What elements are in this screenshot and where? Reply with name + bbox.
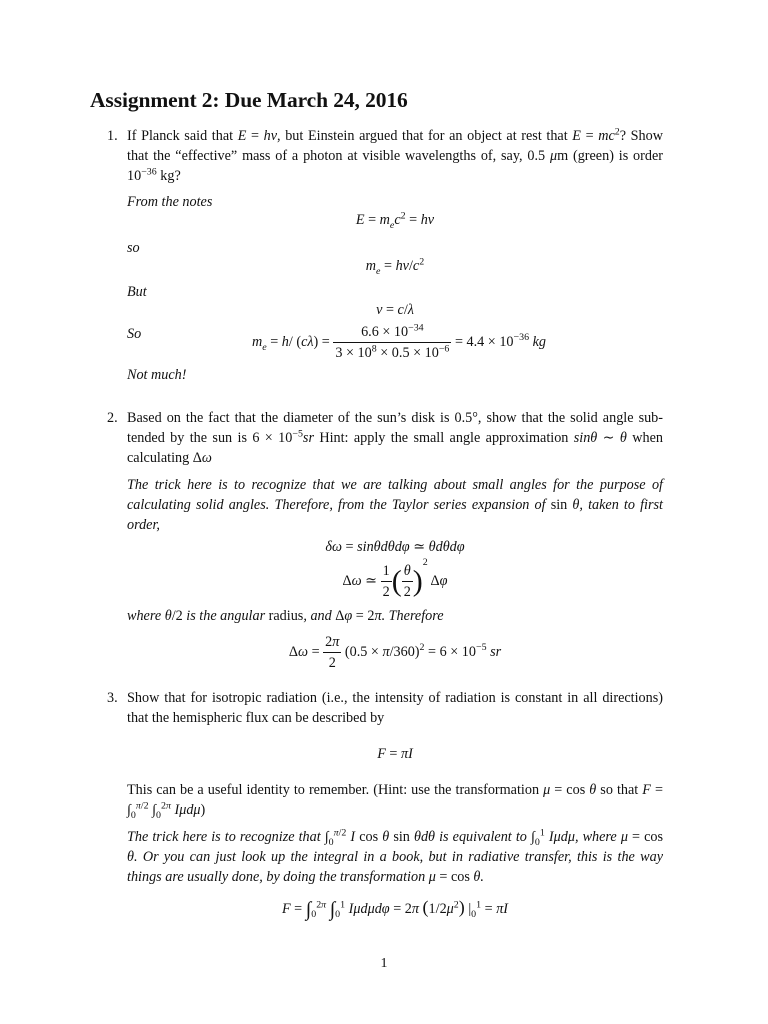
problem-2-solution-text: The trick here is to recognize that we are talking about small angles for the purpose of calculating solid angles. Therefore, from the Taylor series expansion of sin θ, taken to first order,: [127, 477, 663, 533]
solution-label: So: [127, 326, 142, 342]
equation: $m_e = h\nu/c^2$: [365, 256, 425, 277]
problem-3-statement: Show that for isotropic radiation (i.e., the intensity of radiation is constant in all directions) that the hemispheric flux can be described by: [127, 690, 663, 726]
problem-number: 3.: [107, 690, 118, 706]
page-number: 1: [380, 956, 388, 971]
equation: Δω = $\frac{2\pi}{2}$ $(0.5 \times \pi/360)^2 = 6 \times 10^{-5}$ sr: [288, 634, 502, 671]
solution-label: so: [127, 240, 140, 256]
problem-number: 2.: [107, 410, 118, 426]
equation: ν = c/λ: [376, 302, 414, 318]
equation: F = πI: [377, 746, 413, 762]
equation: $m_e = h/$ (cλ) = $\frac{6.6 \times 10^{-34}}{3 \times 10^8 \times 0.5 \times 10^{-6}}$ = $4.4 \times 10^{-36}$ kg: [251, 322, 546, 361]
problem-2-solution-text: where θ/2 is the angular radius, and Δφ = 2π. Therefore: [127, 608, 444, 624]
equation: Δω ≃ $\frac{1}{2}$ ( $\frac{\theta}{2}$ )$^2$ Δφ: [342, 557, 448, 600]
problem-1: [107, 126, 663, 385]
problem-3-solution-text: The trick here is to recognize that $\int_0^{\pi/2}$ I cos θ sin θdθ is equivalent to $\int_0^1$ Iμdμ, where μ = cos θ. Or you can just look up the integral in a book, but in radiative transfer, this is the way things are usually done, by doing the transformation μ = cos θ.: [127, 827, 664, 885]
solution-label: Not much!: [127, 367, 187, 383]
problem-3: [107, 688, 664, 921]
equation: $F = \int_0^{2\pi}$ $\int_0^1$ Iμdμdφ = 2π $(1/2\mu^2) |_0^1 = \pi I$: [281, 897, 509, 921]
equation: δω = sinθdθdφ ≃ θdθdφ: [325, 539, 465, 555]
page-title: Assignment 2: Due March 24, 2016: [90, 88, 408, 112]
problem-2-statement: Based on the fact that the diameter of the sun’s disk is 0.5°, show that the solid angle sub-tended by the sun is $6 \times 10^{-5}sr$ Hint: apply the small angle approximation sinθ ∼ θ when calculating Δω: [127, 410, 663, 466]
problem-1-statement: If Planck said that E = hν, but Einstein argued that for an object at rest that $E = mc^2$? Show that the “effective” mass of a photon at visible wavelengths of, say, 0.5 μm (green) is order $10^{-36}$ kg?: [127, 126, 663, 184]
problem-2: [107, 408, 663, 673]
solution-label: From the notes: [127, 194, 213, 210]
problem-3-hint: This can be a useful identity to remember. (Hint: use the transformation μ = cos θ so that $F = \int_0^{\pi/2}$ $\int_0^{2\pi}$ Iμdμ): [127, 782, 663, 821]
solution-label: But: [127, 284, 147, 300]
problem-number: 1.: [107, 128, 118, 144]
equation: $E = m_ec^2 = h\nu$: [355, 210, 435, 231]
